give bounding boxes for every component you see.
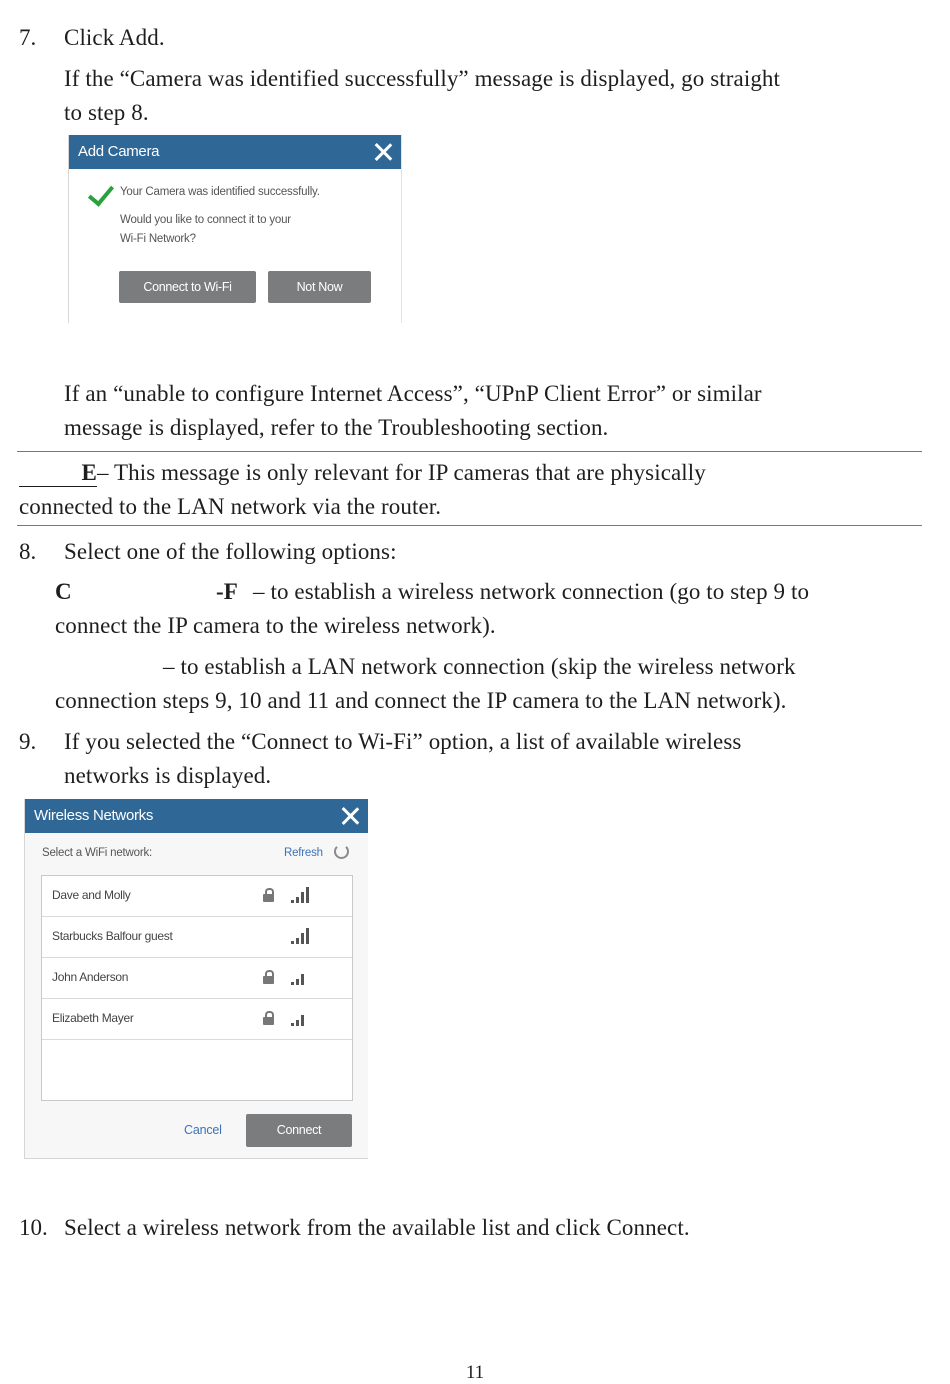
note-bottom-rule [17, 525, 922, 526]
close-icon[interactable] [341, 807, 359, 825]
network-name: Starbucks Balfour guest [52, 929, 173, 943]
wireless-dialog-title: Wireless Networks [34, 807, 154, 824]
option-1-label-start: C [55, 579, 72, 604]
network-row[interactable] [42, 917, 352, 958]
step-8-number: 8. [19, 539, 37, 564]
note-text: – This message is only relevant for IP cameras that are physically [97, 460, 706, 485]
note-line-1 [19, 456, 706, 490]
error-note-line-1: If an “unable to configure Internet Access”, “UPnP Client Error” or similar [64, 381, 762, 406]
signal-icon [291, 885, 315, 903]
step-7-line-2: If the “Camera was identified successfully” message is displayed, go straight [64, 66, 781, 91]
step-9-line-1: If you selected the “Connect to Wi-Fi” option, a list of available wireless [64, 729, 742, 754]
select-wifi-label: Select a WiFi network: [42, 847, 152, 859]
network-name: John Anderson [52, 970, 129, 984]
wireless-dialog-header [25, 799, 368, 833]
add-camera-dialog-title: Add Camera [78, 143, 160, 160]
cancel-button[interactable]: Cancel [184, 1123, 222, 1137]
wireless-networks-dialog [24, 799, 368, 1159]
connect-question-line-1: Would you like to connect it to your [120, 214, 291, 226]
connect-question-line-2: Wi-Fi Network? [120, 233, 196, 245]
note-label: E [19, 460, 97, 487]
network-name: Dave and Molly [52, 888, 131, 902]
option-2-line-1: – to establish a LAN network connection (skip the wireless network [163, 654, 796, 679]
step-9-line-2: networks is displayed. [64, 763, 272, 788]
signal-icon [291, 967, 315, 985]
not-now-button[interactable]: Not Now [268, 271, 371, 303]
note-top-rule [17, 451, 922, 452]
lock-icon [263, 888, 274, 901]
add-camera-dialog-header [69, 135, 401, 169]
step-10-number: 10. [19, 1215, 48, 1240]
step-7-line-3: to step 8. [64, 100, 149, 125]
network-row[interactable] [42, 876, 352, 917]
error-note-line-2: message is displayed, refer to the Troubleshooting section. [64, 415, 609, 440]
network-row[interactable] [42, 958, 352, 999]
refresh-icon[interactable] [334, 844, 349, 859]
note-line-2: connected to the LAN network via the router. [19, 494, 442, 519]
option-2-line-2: connection steps 9, 10 and 11 and connect the IP camera to the LAN network). [55, 688, 787, 713]
step-7-line-1: Click Add. [64, 25, 165, 50]
signal-icon [291, 926, 315, 944]
lock-icon [263, 1011, 274, 1024]
checkmark-icon [88, 179, 114, 206]
close-icon[interactable] [374, 143, 392, 161]
page-number: 11 [465, 1362, 485, 1383]
option-1-label-end: -F [216, 579, 238, 604]
network-name: Elizabeth Mayer [52, 1011, 134, 1025]
network-list [41, 875, 353, 1101]
step-9-number: 9. [19, 729, 37, 754]
add-camera-dialog [68, 135, 402, 323]
step-7-number: 7. [19, 25, 37, 50]
option-1-line-1: – to establish a wireless network connection (go to step 9 to [253, 579, 810, 604]
signal-icon [291, 1008, 315, 1026]
network-row[interactable] [42, 999, 352, 1040]
refresh-link[interactable]: Refresh [284, 847, 323, 859]
step-8-line-1: Select one of the following options: [64, 539, 397, 564]
step-10-line-1: Select a wireless network from the available list and click Connect. [64, 1215, 690, 1240]
connect-button[interactable]: Connect [246, 1114, 352, 1147]
lock-icon [263, 970, 274, 983]
option-1-line-2: connect the IP camera to the wireless network). [55, 613, 496, 638]
success-message: Your Camera was identified successfully. [120, 186, 320, 198]
connect-to-wifi-button[interactable]: Connect to Wi-Fi [119, 271, 256, 303]
